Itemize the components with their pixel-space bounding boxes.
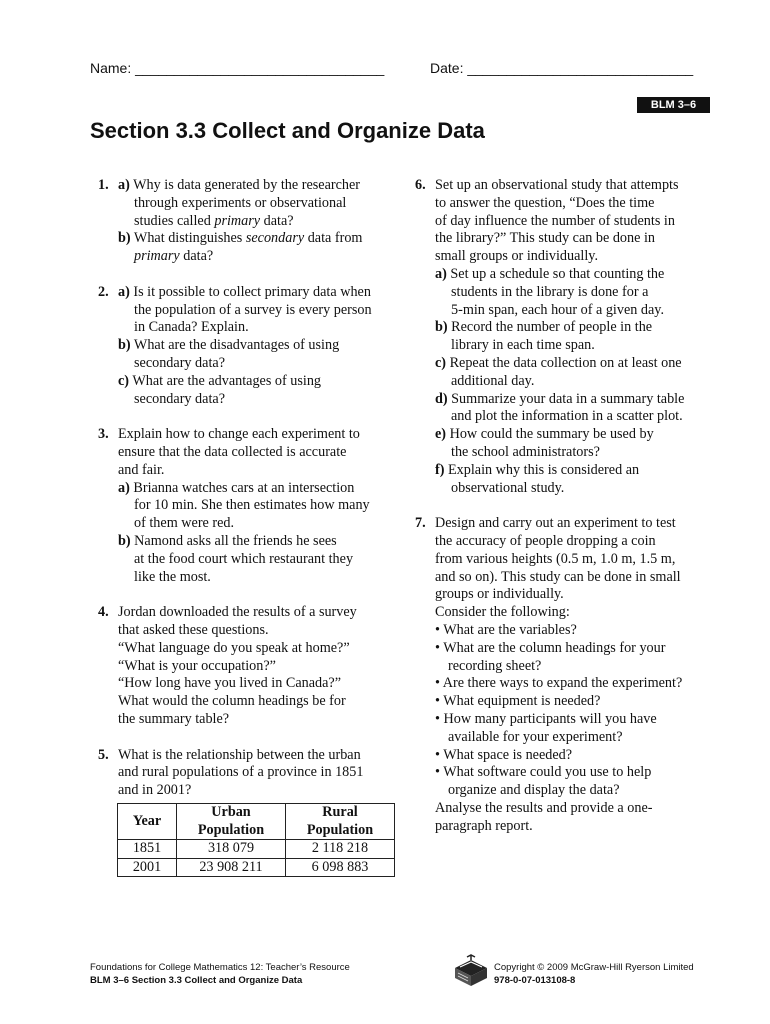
question-text: and rural populations of a province in 1851	[118, 764, 364, 781]
question-text: observational study.	[451, 479, 565, 496]
question-text: What would the column headings be for	[118, 693, 346, 710]
question-number: 5.	[98, 746, 109, 763]
cell-rural: 6 098 883	[286, 858, 395, 877]
footer-right	[494, 961, 694, 987]
date-field-label: Date: _____________________________	[430, 60, 694, 76]
table-row	[118, 858, 395, 877]
bullet-item: • What space is needed?	[435, 746, 573, 763]
question-text: b) Record the number of people in the	[435, 319, 653, 336]
question-text: of day influence the number of students in	[435, 212, 675, 229]
question-text: Why is data generated by the researcher	[133, 177, 361, 193]
question-number: 2.	[98, 283, 109, 300]
table-header-row	[118, 804, 395, 840]
bullet-item: available for your experiment?	[448, 728, 623, 745]
question-2: 2. a) Is it possible to collect primary data when the population of a survey is every person in Canada? Explain. b) What are the disadvantages of using secondary data? c) What are the advantages of using secondary data?	[98, 283, 372, 407]
question-text: and fair.	[118, 461, 165, 478]
question-text: d) Summarize your data in a summary table	[435, 390, 685, 407]
table-row	[118, 840, 395, 859]
question-text: at the food court which restaurant they	[134, 550, 354, 567]
question-text: that asked these questions.	[118, 621, 269, 638]
question-text: studies called primary data?	[134, 212, 294, 229]
population-table	[117, 803, 395, 877]
question-number: 3.	[98, 426, 109, 443]
question-text: c) What are the advantages of using	[118, 372, 322, 389]
question-text: through experiments or observational	[134, 194, 347, 211]
question-6: 6. Set up an observational study that attempts to answer the question, “Does the time of day influence the number of students in the library?” This study can be done in small groups or individually. a) Set up a schedule so that counting the students in the library is done for a 5-min span, each hour of a given day. b) Record the number of people in the library in each time span. c) Repeat the data collection on at least one additional day. d) Summarize your data in a summary table and plot the information in a scatter plot. e) How could the summary be used by the school administrators? f) Explain why this is considered an observational study.	[415, 177, 685, 496]
bullet-item: organize and display the data?	[448, 782, 620, 799]
header-rural: Rural Population	[286, 804, 395, 840]
cell-year: 2001	[118, 858, 177, 877]
question-text: students in the library is done for a	[451, 283, 649, 300]
bullet-item: • What software could you use to help	[435, 764, 652, 781]
question-text: secondary data?	[134, 354, 225, 371]
question-text: “How long have you lived in Canada?”	[118, 675, 341, 692]
header-year: Year	[118, 804, 177, 840]
footer-book-title: Foundations for College Mathematics 12: Teacher’s Resource	[90, 962, 350, 973]
question-text: the summary table?	[118, 710, 230, 727]
cell-year: 1851	[118, 840, 177, 859]
question-text: secondary data?	[134, 390, 225, 407]
question-number: 6.	[415, 177, 426, 193]
question-number: 7.	[415, 515, 426, 532]
bullet-item: • What are the variables?	[435, 621, 577, 638]
question-text: paragraph report.	[435, 817, 533, 834]
question-text: like the most.	[134, 568, 211, 585]
question-3: 3. Explain how to change each experiment to ensure that the data collected is accurate and fair. a) Brianna watches cars at an intersection for 10 min. She then estimates how many of them were red. b) Namond asks all the friends he sees at the food court which restaurant they like the most.	[98, 426, 370, 585]
question-text: b) Namond asks all the friends he sees	[118, 532, 337, 549]
footer-isbn: 978-0-07-013108-8	[494, 975, 576, 986]
question-text: 5-min span, each hour of a given day.	[451, 301, 665, 318]
name-field-label: Name: ________________________________	[90, 60, 385, 76]
cell-rural: 2 118 218	[286, 840, 395, 859]
page-title: Section 3.3 Collect and Organize Data	[90, 118, 485, 143]
publisher-logo-icon	[452, 954, 490, 988]
question-text: the library?” This study can be done in	[435, 230, 655, 247]
cell-urban: 23 908 211	[177, 858, 286, 877]
question-text: the population of a survey is every person	[134, 301, 372, 318]
question-text: groups or individually.	[435, 586, 564, 603]
footer-left	[90, 961, 350, 987]
question-text: b) What are the disadvantages of using	[118, 337, 340, 354]
question-text: “What is your occupation?”	[118, 657, 276, 674]
question-text: to answer the question, “Does the time	[435, 194, 655, 211]
question-text: of them were red.	[134, 515, 235, 532]
bullet-item: recording sheet?	[448, 657, 542, 674]
question-text: and in 2001?	[118, 782, 192, 799]
right-column	[415, 177, 684, 835]
question-text: the accuracy of people dropping a coin	[435, 532, 656, 549]
question-text: Analyse the results and provide a one-	[435, 799, 653, 816]
footer-blm-title: BLM 3–6 Section 3.3 Collect and Organize Data	[90, 975, 303, 986]
left-column	[98, 177, 372, 800]
question-text: primary data?	[134, 248, 214, 265]
question-text: a) Brianna watches cars at an intersection	[118, 479, 355, 496]
question-1	[98, 177, 372, 266]
cell-urban: 318 079	[177, 840, 286, 859]
question-text: the school administrators?	[451, 443, 600, 460]
part-label: a)	[118, 177, 130, 193]
question-text: Consider the following:	[435, 604, 570, 621]
question-text: f) Explain why this is considered an	[435, 461, 640, 478]
question-text: additional day.	[451, 372, 535, 389]
question-5: 5. What is the relationship between the urban and rural populations of a province in 1851 and in 2001?	[98, 747, 372, 800]
question-number: 1.	[98, 177, 109, 193]
question-number: 4.	[98, 604, 109, 621]
blm-badge: BLM 3–6	[637, 97, 710, 113]
bullet-item: • What equipment is needed?	[435, 693, 601, 710]
question-text: from various heights (0.5 m, 1.0 m, 1.5 m,	[435, 550, 676, 567]
bullet-item: • What are the column headings for your	[435, 639, 666, 656]
question-text: ensure that the data collected is accurate	[118, 443, 347, 460]
question-text: small groups or individually.	[435, 248, 599, 265]
question-text: b) What distinguishes secondary data from	[118, 230, 363, 247]
question-text: “What language do you speak at home?”	[118, 639, 350, 656]
bullet-item: • Are there ways to expand the experiment?	[435, 675, 683, 692]
question-text: for 10 min. She then estimates how many	[134, 497, 370, 514]
bullet-item: • How many participants will you have	[435, 710, 657, 727]
question-4: 4. Jordan downloaded the results of a survey that asked these questions. “What language do you speak at home?” “What is your occupation?” “How long have you lived in Canada?” What would the column headings be for the summary table?	[98, 604, 372, 729]
header-urban: Urban Population	[177, 804, 286, 840]
question-text: and so on). This study can be done in small	[435, 568, 681, 585]
question-text: e) How could the summary be used by	[435, 426, 654, 443]
question-text: a) Set up a schedule so that counting the	[435, 265, 665, 282]
footer-copyright: Copyright © 2009 McGraw-Hill Ryerson Limited	[494, 962, 694, 973]
question-text: and plot the information in a scatter plot.	[451, 408, 683, 425]
question-text: c) Repeat the data collection on at least one	[435, 354, 682, 371]
question-text: in Canada? Explain.	[134, 319, 249, 336]
question-text: library in each time span.	[451, 337, 595, 354]
question-7: 7. Design and carry out an experiment to test the accuracy of people dropping a coin from various heights (0.5 m, 1.0 m, 1.5 m, and so on). This study can be done in small groups or individually. Consider the following: • What are the variables? • What are the column headings for your recording sheet? • Are there ways to expand the experiment? • What equipment is needed? • How many participants will you have available for your experiment? • What space is needed? • What software could you use to help organize and display the data? Analyse the results and provide a one- paragraph report.	[415, 515, 684, 835]
